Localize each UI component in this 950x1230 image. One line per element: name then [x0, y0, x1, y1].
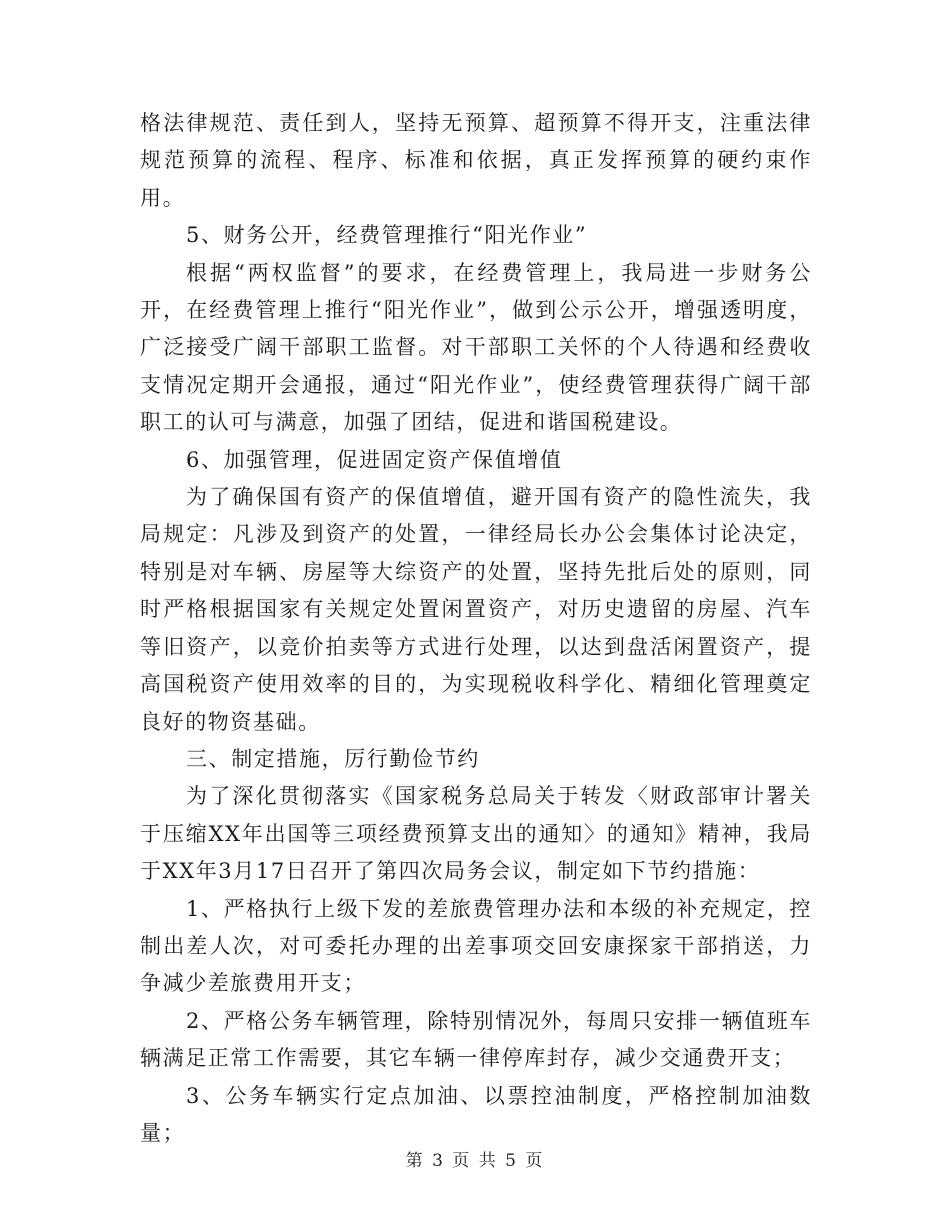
document-body: [140, 105, 812, 1152]
paragraph-1: 格法律规范、责任到人，坚持无预算、超预算不得开支，注重法律规范预算的流程、程序、标准和依据，真正发挥预算的硬约束作用。: [140, 111, 812, 210]
paragraph-2-heading: 5、财务公开，经费管理推行“阳光作业”: [186, 223, 588, 248]
paragraph-7: 为了深化贯彻落实《国家税务总局关于转发〈财政部审计署关于压缩XX年出国等三项经费预算支出的通知〉的通知》精神，我局于XX年3月17日召开了第四次局务会议，制定如下节约措施：: [140, 784, 812, 884]
paragraph-5: 为了确保国有资产的保值增值，避开国有资产的隐性流失，我局规定：凡涉及到资产的处置，一律经局长办公会集体讨论决定，特别是对车辆、房屋等大综资产的处置，坚持先批后处的原则，同时严格根据国家有关规定处置闲置资产，对历史遗留的房屋、汽车等旧资产，以竞价拍卖等方式进行处理，以达到盘活闲置资产，提高国税资产使用效率的目的，为实现税收科学化、精细化管理奠定良好的物资基础。: [140, 485, 812, 734]
paragraph-10: 3、公务车辆实行定点加油、以票控油制度，严格控制加油数量；: [140, 1083, 812, 1145]
paragraph-4-heading: 6、加强管理，促进固定资产保值增值: [186, 447, 563, 472]
paragraph-6-heading: 三、制定措施，厉行勤俭节约: [186, 746, 480, 771]
page-number: 第 3 页 共 5 页: [405, 1151, 545, 1171]
paragraph-3: 根据“两权监督”的要求，在经费管理上，我局进一步财务公开，在经费管理上推行“阳光作业”，做到公示公开，增强透明度，广泛接受广阔干部职工监督。对干部职工关怀的个人待遇和经费收支情况定期开会通报，通过“阳光作业”，使经费管理获得广阔干部职工的认可与满意，加强了团结，促进和谐国税建设。: [140, 260, 812, 435]
paragraph-9: 2、严格公务车辆管理，除特别情况外，每周只安排一辆值班车辆满足正常工作需要，其它车辆一律停库封存，减少交通费开支；: [140, 1008, 812, 1071]
paragraph-8: 1、严格执行上级下发的差旅费管理办法和本级的补充规定，控制出差人次，对可委托办理的出差事项交回安康探家干部捎送，力争减少差旅费用开支；: [140, 896, 812, 996]
